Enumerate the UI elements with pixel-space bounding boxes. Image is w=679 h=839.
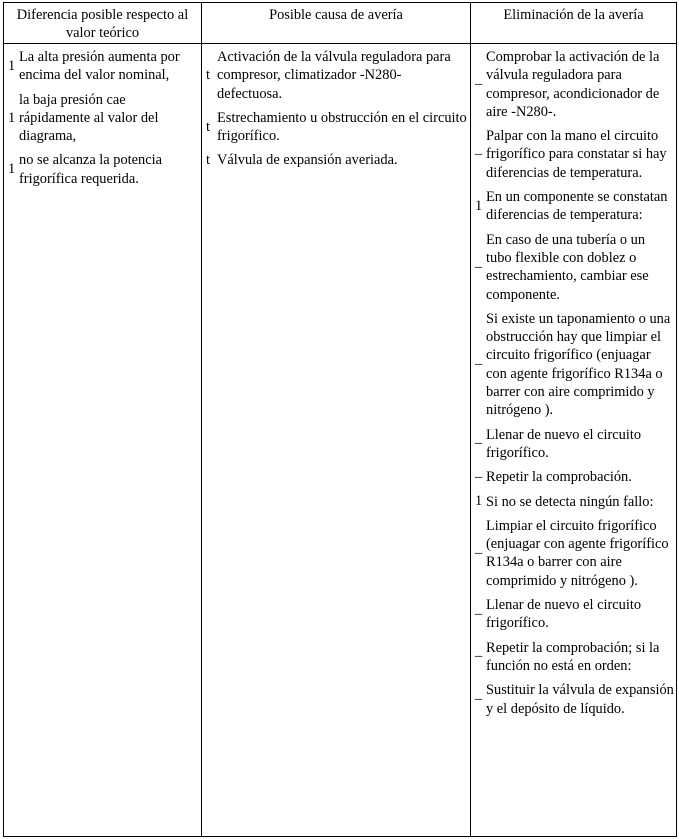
list-item (473, 493, 674, 511)
list-item (473, 310, 674, 420)
header-elimination: Eliminación de la avería (471, 3, 677, 44)
item-text: Si no se detecta ningún fallo: (486, 493, 654, 510)
bullet-marker: – (475, 544, 483, 561)
list-item (473, 426, 674, 463)
bullet-marker: 1 (8, 161, 16, 178)
header-row (4, 3, 677, 44)
list-item (473, 48, 674, 121)
table-row (4, 44, 677, 837)
item-text: Si existe un taponamiento o una obstrucción hay que limpiar el circuito frigorífico (enjuagar con agente frigorífico R134a o barrer con aire comprimido y nitrógeno ). (486, 310, 671, 419)
item-text: Válvula de expansión averiada. (217, 152, 398, 169)
item-text: La alta presión aumenta por encima del valor nominal, (19, 49, 180, 84)
list-item (6, 48, 199, 85)
item-text: Repetir la comprobación; si la función no está en orden: (486, 639, 660, 674)
list-item (204, 48, 468, 103)
item-text: Repetir la comprobación. (486, 469, 632, 486)
list-item (473, 681, 674, 718)
item-text: no se alcanza la potencia frigorífica requerida. (19, 152, 163, 187)
list-item (473, 639, 674, 676)
bullet-marker: – (475, 468, 483, 485)
bullet-marker: 1 (475, 197, 483, 214)
bullet-marker: t (206, 152, 210, 169)
bullet-marker: – (475, 435, 483, 452)
item-text: la baja presión cae rápidamente al valor del diagrama, (19, 91, 159, 145)
list-item (473, 468, 674, 486)
cause-cell (202, 44, 471, 837)
bullet-marker: 1 (475, 493, 483, 510)
bullet-marker: – (475, 356, 483, 373)
bullet-marker: – (475, 146, 483, 163)
item-text: Llenar de nuevo el circuito frigorífico. (486, 597, 642, 632)
item-text: Llenar de nuevo el circuito frigorífico. (486, 426, 642, 461)
bullet-marker: – (475, 648, 483, 665)
list-item (204, 109, 468, 146)
bullet-marker: – (475, 605, 483, 622)
bullet-marker: – (475, 76, 483, 93)
item-text: Sustituir la válvula de expansión y el depósito de líquido. (486, 682, 674, 717)
list-item (473, 188, 674, 225)
item-text: Palpar con la mano el circuito frigorífico para constatar si hay diferencias de temperatura. (486, 128, 667, 181)
header-cause: Posible causa de avería (202, 3, 471, 44)
list-item (473, 231, 674, 304)
list-item (473, 127, 674, 182)
list-item (473, 596, 674, 633)
bullet-marker: 1 (8, 57, 16, 74)
list-item (6, 91, 199, 146)
bullet-marker: – (475, 258, 483, 275)
list-item (204, 151, 468, 169)
list-item (6, 151, 199, 188)
troubleshooting-table (3, 2, 677, 837)
header-difference: Diferencia posible respecto al valor teórico (4, 3, 202, 44)
item-text: En caso de una tubería o un tubo flexible con doblez o estrechamiento, cambiar ese componente. (486, 231, 649, 303)
bullet-marker: 1 (8, 109, 16, 126)
item-text: Comprobar la activación de la válvula reguladora para compresor, acondicionador de aire -N280-. (486, 49, 660, 120)
item-text: Limpiar el circuito frigorífico (enjuagar con agente frigorífico R134a o barrer con aire comprimido y nitrógeno ). (486, 517, 669, 589)
item-text: Activación de la válvula reguladora para compresor, climatizador -N280- defectuosa. (217, 49, 451, 102)
bullet-marker: t (206, 118, 210, 135)
bullet-marker: – (475, 691, 483, 707)
difference-cell (4, 44, 202, 837)
list-item (473, 517, 674, 590)
elimination-cell (471, 44, 677, 837)
item-text: En un componente se constatan diferencias de temperatura: (486, 189, 668, 224)
bullet-marker: t (206, 66, 210, 83)
item-text: Estrechamiento u obstrucción en el circuito frigorífico. (217, 109, 467, 145)
